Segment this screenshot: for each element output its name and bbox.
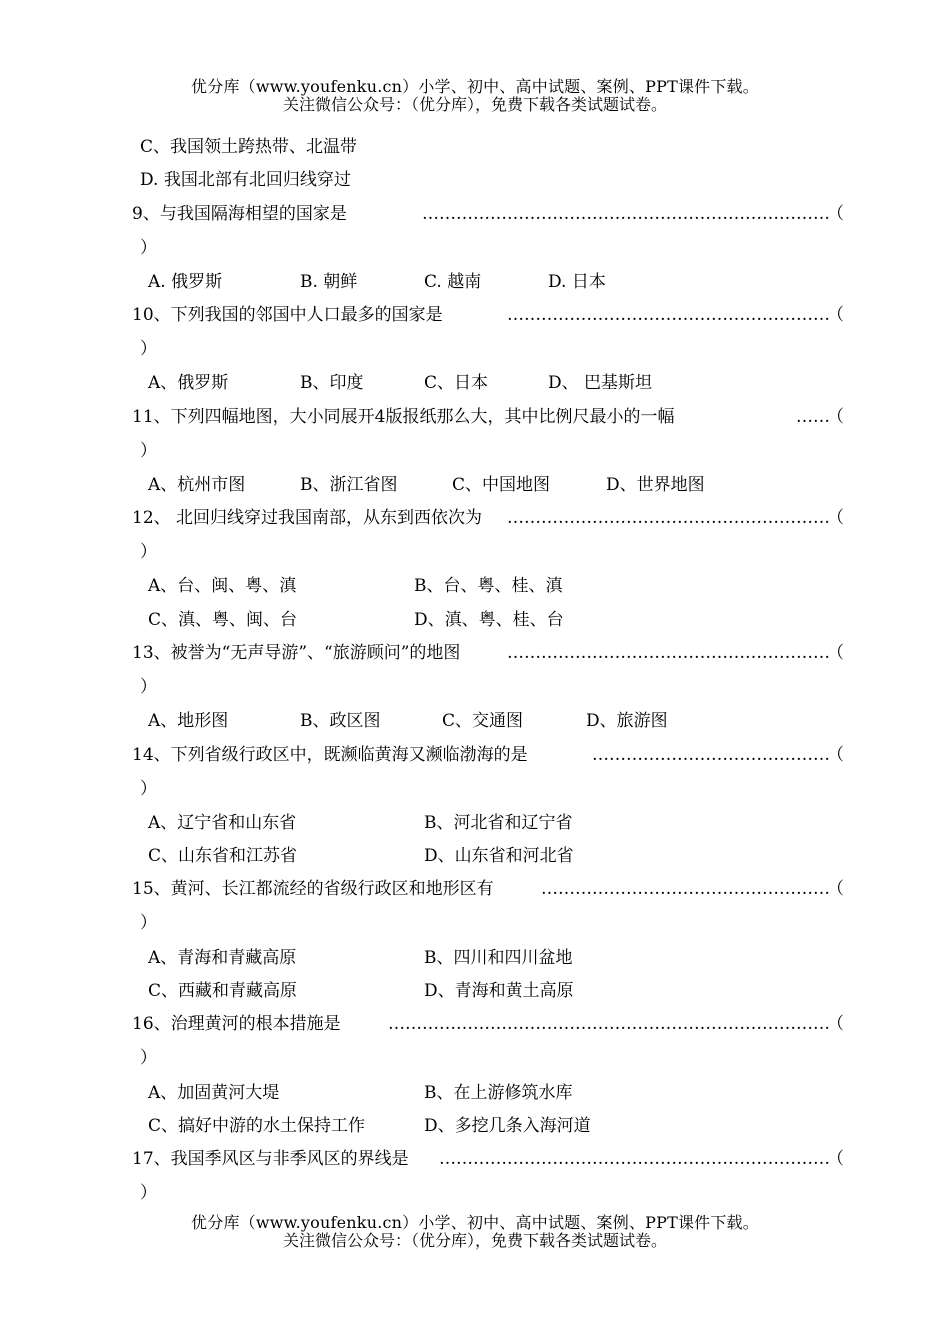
option-8-d: D. 我国北部有北回归线穿过 xyxy=(140,170,351,190)
option-12-c: C、滇、粤、闽、台 xyxy=(148,610,298,630)
header-line-1: 优分库（www.youfenku.cn）小学、初中、高中试题、案例、PPT课件下载。 xyxy=(191,77,759,96)
answer-paren-close: ） xyxy=(140,441,157,461)
leader-dots: ………………………………………………… xyxy=(507,508,830,528)
answer-paren-close: ） xyxy=(140,779,157,799)
option-16-c: C、搞好中游的水土保持工作 xyxy=(148,1116,366,1136)
option-14-c: C、山东省和江苏省 xyxy=(148,846,298,866)
answer-paren-close: ） xyxy=(140,542,157,562)
answer-paren-open: （ xyxy=(827,1014,844,1034)
answer-paren-open: （ xyxy=(827,407,844,427)
answer-paren-open: （ xyxy=(827,508,844,528)
option-10-b: B、印度 xyxy=(300,373,364,393)
question-stem: 10、下列我国的邻国中人口最多的国家是 xyxy=(132,305,443,325)
leader-dots: …………………………………… xyxy=(592,745,830,765)
option-14-d: D、山东省和河北省 xyxy=(424,846,574,866)
question-stem: 13、被誉为“无声导游”、“旅游顾问”的地图 xyxy=(132,643,461,663)
option-13-b: B、政区图 xyxy=(300,711,381,731)
option-12-d: D、滇、粤、桂、台 xyxy=(414,610,564,630)
option-11-c: C、中国地图 xyxy=(452,475,551,495)
option-12-a: A、台、闽、粤、滇 xyxy=(148,576,297,596)
leader-dots: …………………………………………………………… xyxy=(439,1149,830,1169)
option-13-c: C、交通图 xyxy=(442,711,524,731)
option-14-b: B、河北省和辽宁省 xyxy=(424,813,573,833)
page-header xyxy=(0,78,950,114)
answer-paren-open: （ xyxy=(827,1149,844,1169)
question-stem: 11、下列四幅地图，大小同展开4版报纸那么大，其中比例尺最小的一幅 xyxy=(132,407,675,427)
option-13-a: A、地形图 xyxy=(148,711,229,731)
option-11-d: D、世界地图 xyxy=(606,475,705,495)
option-16-d: D、多挖几条入海河道 xyxy=(424,1116,591,1136)
answer-paren-close: ） xyxy=(140,339,157,359)
answer-paren-open: （ xyxy=(827,643,844,663)
question-stem: 12、 北回归线穿过我国南部，从东到西依次为 xyxy=(132,508,483,528)
answer-paren-close: ） xyxy=(140,913,157,933)
option-16-a: A、加固黄河大堤 xyxy=(148,1083,280,1103)
option-8-c: C、我国领土跨热带、北温带 xyxy=(140,137,358,157)
option-15-b: B、四川和四川盆地 xyxy=(424,948,573,968)
option-9-b: B. 朝鲜 xyxy=(300,272,358,292)
option-12-b: B、台、粤、桂、滇 xyxy=(414,576,563,596)
option-11-b: B、浙江省图 xyxy=(300,475,398,495)
option-15-a: A、青海和青藏高原 xyxy=(148,948,297,968)
option-10-c: C、日本 xyxy=(424,373,489,393)
leader-dots: …………………………………………………………………… xyxy=(388,1014,830,1034)
answer-paren-close: ） xyxy=(140,238,157,258)
question-stem: 17、我国季风区与非季风区的界线是 xyxy=(132,1149,409,1169)
question-stem: 14、下列省级行政区中，既濒临黄海又濒临渤海的是 xyxy=(132,745,528,765)
option-14-a: A、辽宁省和山东省 xyxy=(148,813,297,833)
option-15-d: D、青海和黄土高原 xyxy=(424,981,574,1001)
leader-dots: ……………………………………………………………… xyxy=(422,204,830,224)
answer-paren-close: ） xyxy=(140,677,157,697)
option-9-d: D. 日本 xyxy=(548,272,606,292)
option-10-d: D、 巴基斯坦 xyxy=(548,373,653,393)
question-stem: 9、与我国隔海相望的国家是 xyxy=(132,204,347,224)
option-13-d: D、旅游图 xyxy=(586,711,668,731)
leader-dots: …………………………………………… xyxy=(541,879,830,899)
option-9-c: C. 越南 xyxy=(424,272,482,292)
answer-paren-open: （ xyxy=(827,305,844,325)
answer-paren-open: （ xyxy=(827,204,844,224)
header-line-2: 关注微信公众号：（优分库），免费下载各类试题试卷。 xyxy=(282,95,667,114)
footer-line-1: 优分库（www.youfenku.cn）小学、初中、高中试题、案例、PPT课件下载。 xyxy=(191,1213,759,1232)
answer-paren-open: （ xyxy=(827,879,844,899)
leader-dots: ………………………………………………… xyxy=(507,305,830,325)
answer-paren-close: ） xyxy=(140,1048,157,1068)
question-stem: 16、治理黄河的根本措施是 xyxy=(132,1014,341,1034)
footer-line-2: 关注微信公众号：（优分库），免费下载各类试题试卷。 xyxy=(282,1231,667,1250)
option-10-a: A、俄罗斯 xyxy=(148,373,229,393)
answer-paren-close: ） xyxy=(140,1183,157,1203)
option-9-a: A. 俄罗斯 xyxy=(148,272,223,292)
question-stem: 15、黄河、长江都流经的省级行政区和地形区有 xyxy=(132,879,494,899)
leader-dots: …… xyxy=(796,407,830,427)
leader-dots: ………………………………………………… xyxy=(507,643,830,663)
option-16-b: B、在上游修筑水库 xyxy=(424,1083,573,1103)
page-footer xyxy=(0,1214,950,1250)
option-11-a: A、杭州市图 xyxy=(148,475,246,495)
answer-paren-open: （ xyxy=(827,745,844,765)
option-15-c: C、西藏和青藏高原 xyxy=(148,981,298,1001)
